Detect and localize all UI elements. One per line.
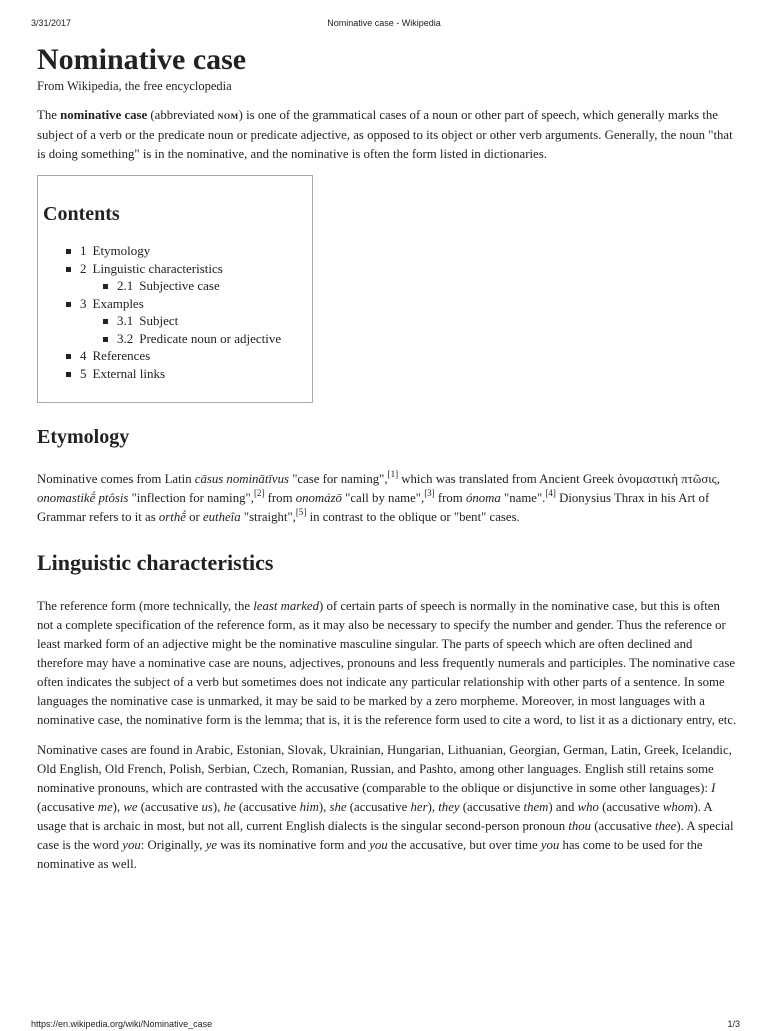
- reference-link[interactable]: [5]: [295, 507, 307, 517]
- text: (accusative: [591, 819, 656, 833]
- italic-term: they: [438, 800, 460, 814]
- intro-text: (abbreviated: [147, 108, 218, 122]
- italic-term: I: [711, 781, 716, 795]
- toc-label: Linguistic characteristics: [92, 260, 223, 276]
- italic-term: she: [329, 800, 347, 814]
- text: ). A special case is the word: [37, 819, 734, 852]
- page-subtitle: From Wikipedia, the free encyclopedia: [37, 79, 232, 93]
- italic-term: thee: [655, 819, 677, 833]
- italic-term: her: [410, 800, 428, 814]
- italic-term: cāsus nominātīvus: [194, 472, 289, 486]
- italic-term: them: [523, 800, 549, 814]
- italic-term: least marked: [253, 599, 319, 613]
- text: "call by name",: [341, 491, 425, 505]
- toc-number: 5: [80, 365, 87, 381]
- toc-subitem[interactable]: [43, 330, 312, 348]
- toc-number: 4: [80, 348, 87, 363]
- text: (accusative: [598, 800, 663, 814]
- toc-label: Predicate noun or adjective: [139, 330, 282, 346]
- toc-label: External links: [92, 365, 166, 381]
- intro-bold-term: nominative case: [60, 108, 148, 122]
- toc-number: 2.1: [117, 278, 134, 293]
- text: ),: [318, 800, 330, 814]
- section-heading-etymology: Etymology: [37, 426, 130, 448]
- text: from: [264, 491, 296, 505]
- text: ). A usage that is archaic in most, but not all, current English dialects is the singular second-person pronoun: [37, 800, 712, 833]
- italic-term: who: [577, 800, 599, 814]
- text: "straight",: [240, 510, 296, 524]
- etymology-paragraph: [37, 470, 737, 527]
- text: has come to be used for the nominative as well.: [37, 838, 703, 871]
- print-header: [0, 18, 768, 30]
- toc-number: 3.2: [117, 330, 134, 346]
- text: "inflection for naming",: [128, 491, 254, 505]
- text: ),: [212, 800, 224, 814]
- reference-link[interactable]: [1]: [387, 469, 399, 479]
- italic-term: ónoma: [465, 491, 501, 505]
- toc-subitem[interactable]: [43, 312, 312, 330]
- toc-label: Examples: [92, 295, 144, 311]
- italic-term: you: [540, 838, 560, 852]
- toc-item[interactable]: [43, 242, 312, 260]
- toc-label: Subjective case: [139, 278, 220, 293]
- page-title: Nominative case: [37, 43, 247, 76]
- italic-term: ye: [205, 838, 218, 852]
- italic-term: he: [223, 800, 236, 814]
- text: (accusative: [459, 800, 524, 814]
- text: "case for naming",: [289, 472, 388, 486]
- text: : Originally,: [140, 838, 206, 852]
- text: ),: [112, 800, 124, 814]
- linguistic-paragraph-2: [37, 741, 737, 874]
- linguistic-paragraph-1: [37, 597, 737, 730]
- toc-item[interactable]: [43, 347, 312, 365]
- italic-term: you: [122, 838, 141, 852]
- italic-term: him: [299, 800, 319, 814]
- italic-term: orthḗ: [158, 510, 186, 524]
- text: (accusative: [37, 800, 98, 814]
- print-footer: [0, 1019, 768, 1031]
- text: (accusative: [235, 800, 300, 814]
- text: ) and: [548, 800, 578, 814]
- italic-term: you: [369, 838, 388, 852]
- intro-text: ) is one of the grammatical cases of a noun or other part of speech, which generally marks the subject of a verb or the predicate noun or predicate adjective, as opposed to its object or other verb arguments. Generally, the noun "that is doing something" is in the nominative, and the nominative is often the form listed in dictionaries.: [37, 108, 733, 161]
- print-page-number: 1/3: [727, 1019, 740, 1029]
- print-page-title: Nominative case - Wikipedia: [327, 18, 441, 28]
- toc-number: 3.1: [117, 313, 134, 328]
- print-url: https://en.wikipedia.org/wiki/Nominative_case: [31, 1019, 213, 1029]
- toc-item[interactable]: [43, 295, 312, 313]
- italic-term: whom: [662, 800, 694, 814]
- toc-title: Contents: [43, 203, 120, 225]
- toc-item[interactable]: [43, 365, 312, 383]
- toc-number: 2: [80, 260, 87, 276]
- intro-paragraph: [37, 106, 737, 164]
- text: Dionysius Thrax in his Art of Grammar refers to it as: [37, 491, 710, 524]
- toc-label: Etymology: [92, 243, 151, 258]
- toc-number: 3: [80, 295, 87, 311]
- reference-link[interactable]: [4]: [545, 488, 556, 498]
- text: "name".: [500, 491, 546, 505]
- italic-term: me: [97, 800, 113, 814]
- intro-abbreviation: nom: [217, 110, 239, 122]
- reference-link[interactable]: [2]: [253, 488, 265, 498]
- italic-term: us: [201, 800, 213, 814]
- text: Nominative comes from Latin: [37, 472, 195, 486]
- text: which was translated from Ancient Greek ὀνομαστικὴ πτῶσις,: [398, 472, 720, 486]
- toc-list: [43, 242, 312, 382]
- text: the accusative, but over time: [387, 838, 541, 852]
- text: Nominative cases are found in Arabic, Estonian, Slovak, Ukrainian, Hungarian, Lithuanian, Georgian, German, Latin, Greek, Icelandic, Old English, Old French, Polish, Serbian, Czech, Romanian, Russian, and Pashto, among other languages. English still retains some nominative pronouns, which are contrasted with the accusative (comparable to the oblique or disjunctive in some other languages):: [37, 743, 732, 795]
- text: (accusative: [137, 800, 202, 814]
- intro-text: The: [37, 108, 61, 122]
- text: from: [434, 491, 466, 505]
- italic-term: onomázō: [295, 491, 342, 505]
- table-of-contents: [37, 175, 313, 403]
- article-content: [37, 42, 737, 874]
- text: (accusative: [346, 800, 411, 814]
- reference-link[interactable]: [3]: [424, 488, 435, 498]
- text: The reference form (more technically, the: [37, 599, 254, 613]
- text: ),: [427, 800, 439, 814]
- toc-label: References: [92, 348, 151, 363]
- text: was its nominative form and: [217, 838, 370, 852]
- toc-label: Subject: [139, 313, 179, 328]
- toc-subitem[interactable]: [43, 277, 312, 295]
- italic-term: eutheîa: [202, 510, 241, 524]
- print-date: 3/31/2017: [31, 18, 72, 28]
- italic-term: thou: [568, 819, 592, 833]
- section-heading-linguistic: Linguistic characteristics: [37, 550, 274, 575]
- toc-number: 1: [80, 243, 87, 258]
- toc-item[interactable]: [43, 260, 312, 278]
- text: ) of certain parts of speech is normally in the nominative case, but this is often not a complete specification of the reference form, as it may also be necessary to specify the number and gender. Thus the reference or least marked form of an adjective might be the nominative masculine singular. The parts of speech which are often declined and therefore may have a nominative case are nouns, adjectives, pronouns and less frequently numerals and participles. The nominative case often indicates the subject of a verb but sometimes does not indicate any particular relationship with other parts of a sentence. In some languages the nominative case is unmarked, it may be said to be marked by a zero morpheme. Moreover, in most languages with a nominative case, the nominative form is the lemma; that is, it is the reference form used to cite a word, to list it as a dictionary entry, etc.: [37, 599, 737, 727]
- italic-term: we: [123, 800, 138, 814]
- text: in contrast to the oblique or "bent" cases.: [306, 510, 520, 524]
- text: or: [185, 510, 203, 524]
- italic-term: onomastikḗ ptôsis: [37, 491, 129, 505]
